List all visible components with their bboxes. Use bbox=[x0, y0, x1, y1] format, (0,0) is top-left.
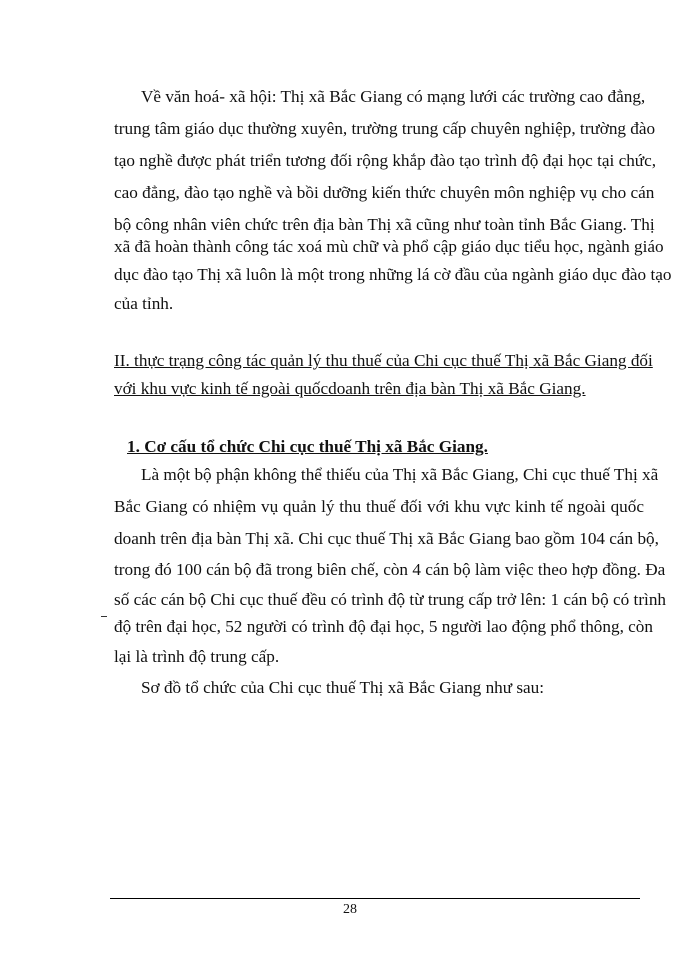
paragraph-2-line: doanh trên địa bàn Thị xã. Chi cục thuế Thị xã Bắc Giang bao gồm 104 cán bộ, bbox=[114, 529, 659, 548]
footer-rule bbox=[110, 898, 640, 899]
paragraph-2-line: độ trên đại học, 52 người có trình độ đại học, 5 người lao động phổ thông, còn bbox=[114, 617, 653, 636]
paragraph-2-line: Là một bộ phận không thể thiếu của Thị xã Bắc Giang, Chi cục thuế Thị xã bbox=[141, 465, 659, 484]
paragraph-2-line: lại là trình độ trung cấp. bbox=[114, 647, 280, 666]
paragraph-1-line: Về văn hoá- xã hội: Thị xã Bắc Giang có mạng lưới các trường cao đẳng, bbox=[141, 87, 646, 106]
subheading: 1. Cơ cấu tổ chức Chi cục thuế Thị xã Bắc Giang. bbox=[127, 437, 488, 456]
paragraph-2-line: Bắc Giang có nhiệm vụ quản lý thu thuế đối với khu vực kinh tế ngoài quốc bbox=[114, 497, 644, 516]
paragraph-2-line: số các cán bộ Chi cục thuế đều có trình độ từ trung cấp trở lên: 1 cán bộ có trình bbox=[114, 590, 667, 609]
paragraph-1-line: xã đã hoàn thành công tác xoá mù chữ và phổ cập giáo dục tiểu học, ngành giáo bbox=[114, 237, 664, 256]
paragraph-1-line: của tỉnh. bbox=[114, 294, 174, 313]
paragraph-1-line: bộ công nhân viên chức trên địa bàn Thị xã cũng như toàn tỉnh Bắc Giang. Thị bbox=[114, 215, 655, 234]
paragraph-1-line: cao đẳng, đào tạo nghề và bồi dưỡng kiến thức chuyên môn nghiệp vụ cho cán bbox=[114, 183, 655, 202]
section-heading-line: II. thực trạng công tác quản lý thu thuế của Chi cục thuế Thị xã Bắc Giang đối bbox=[114, 351, 653, 370]
paragraph-1-line: dục đào tạo Thị xã luôn là một trong những lá cờ đầu của ngành giáo dục đào tạo bbox=[114, 265, 672, 284]
paragraph-1-line: tạo nghề được phát triển tương đối rộng khắp đào tạo trình độ đại học tại chức, bbox=[114, 151, 657, 170]
page-number: 28 bbox=[343, 902, 357, 917]
section-heading-line: với khu vực kinh tế ngoài quốcdoanh trên địa bàn Thị xã Bắc Giang. bbox=[114, 379, 586, 398]
paragraph-3: Sơ đồ tổ chức của Chi cục thuế Thị xã Bắc Giang như sau: bbox=[141, 678, 545, 697]
paragraph-2-line: trong đó 100 cán bộ đã trong biên chế, còn 4 cán bộ làm việc theo hợp đồng. Đa bbox=[114, 560, 666, 579]
paragraph-1-line: trung tâm giáo dục thường xuyên, trường trung cấp chuyên nghiệp, trường đào bbox=[114, 119, 656, 138]
margin-tick-mark bbox=[101, 616, 107, 617]
